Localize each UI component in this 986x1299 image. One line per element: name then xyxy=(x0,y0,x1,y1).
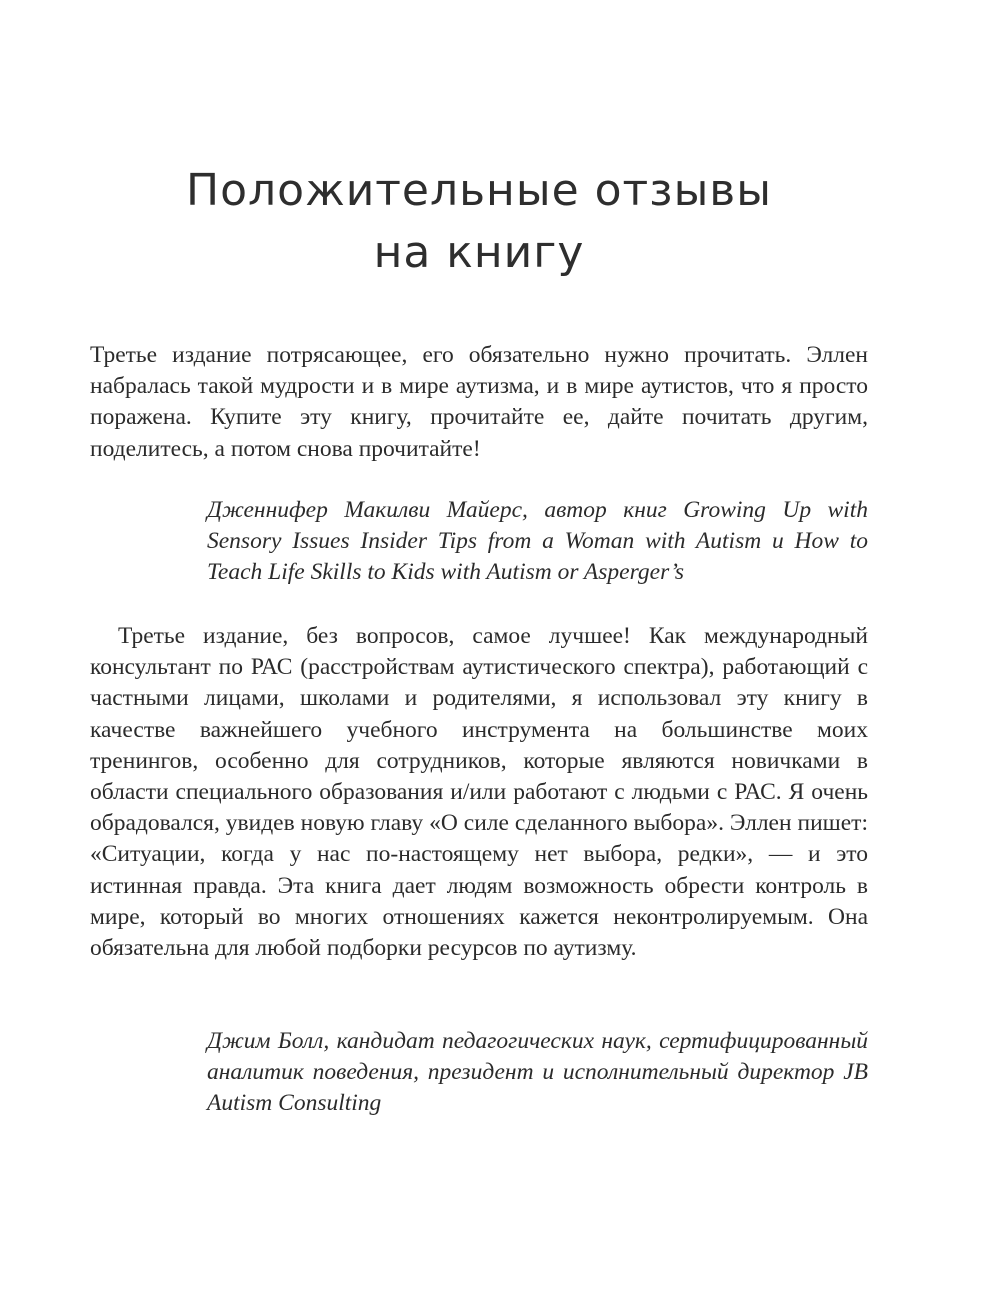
review-attribution-2: Джим Болл, кандидат педагогических наук, сертифицированный аналитик поведения, президент и исполнительный директор JB Autism Consulting xyxy=(207,1028,868,1117)
review-text-2: Третье издание, без вопросов, самое лучшее! Как международный консультант по РАС (расстройствам аутистического спектра), работающий с частными лицами, школами и родителями, я использовал эту книгу в качестве важнейшего учебного инструмента на большинстве моих тренингов, особенно для сотрудников, которые являются новичками в области специального образования и/или работают с людьми с РАС. Я очень обрадовался, увидев новую главу «О силе сделанного выбора». Эллен пишет: «Ситуации, когда у нас по-настоящему нет выбора, редки», — и это истинная правда. Эта книга дает людям возможность обрести контроль в мире, который во многих отношениях кажется неконтролируемым. Она обязательна для любой подборки ресурсов по аутизму. xyxy=(90,623,868,962)
review-text-1: Третье издание потрясающее, его обязательно нужно прочитать. Эллен набралась такой мудрости и в мире аутизма, и в мире аутистов, что я просто поражена. Купите эту книгу, прочитайте ее, дайте почитать другим, поделитесь, а потом снова прочитайте! xyxy=(90,342,868,462)
page-title-line-2: на книгу xyxy=(373,227,585,278)
review-attribution-1: Дженнифер Макилви Майерс, автор книг Growing Up with Sensory Issues Insider Tips from a Woman with Autism и How to Teach Life Skills to Kids with Autism or Asperger’s xyxy=(207,497,868,586)
page-title xyxy=(90,160,868,284)
page-title-line-1: Положительные отзывы xyxy=(186,165,772,216)
